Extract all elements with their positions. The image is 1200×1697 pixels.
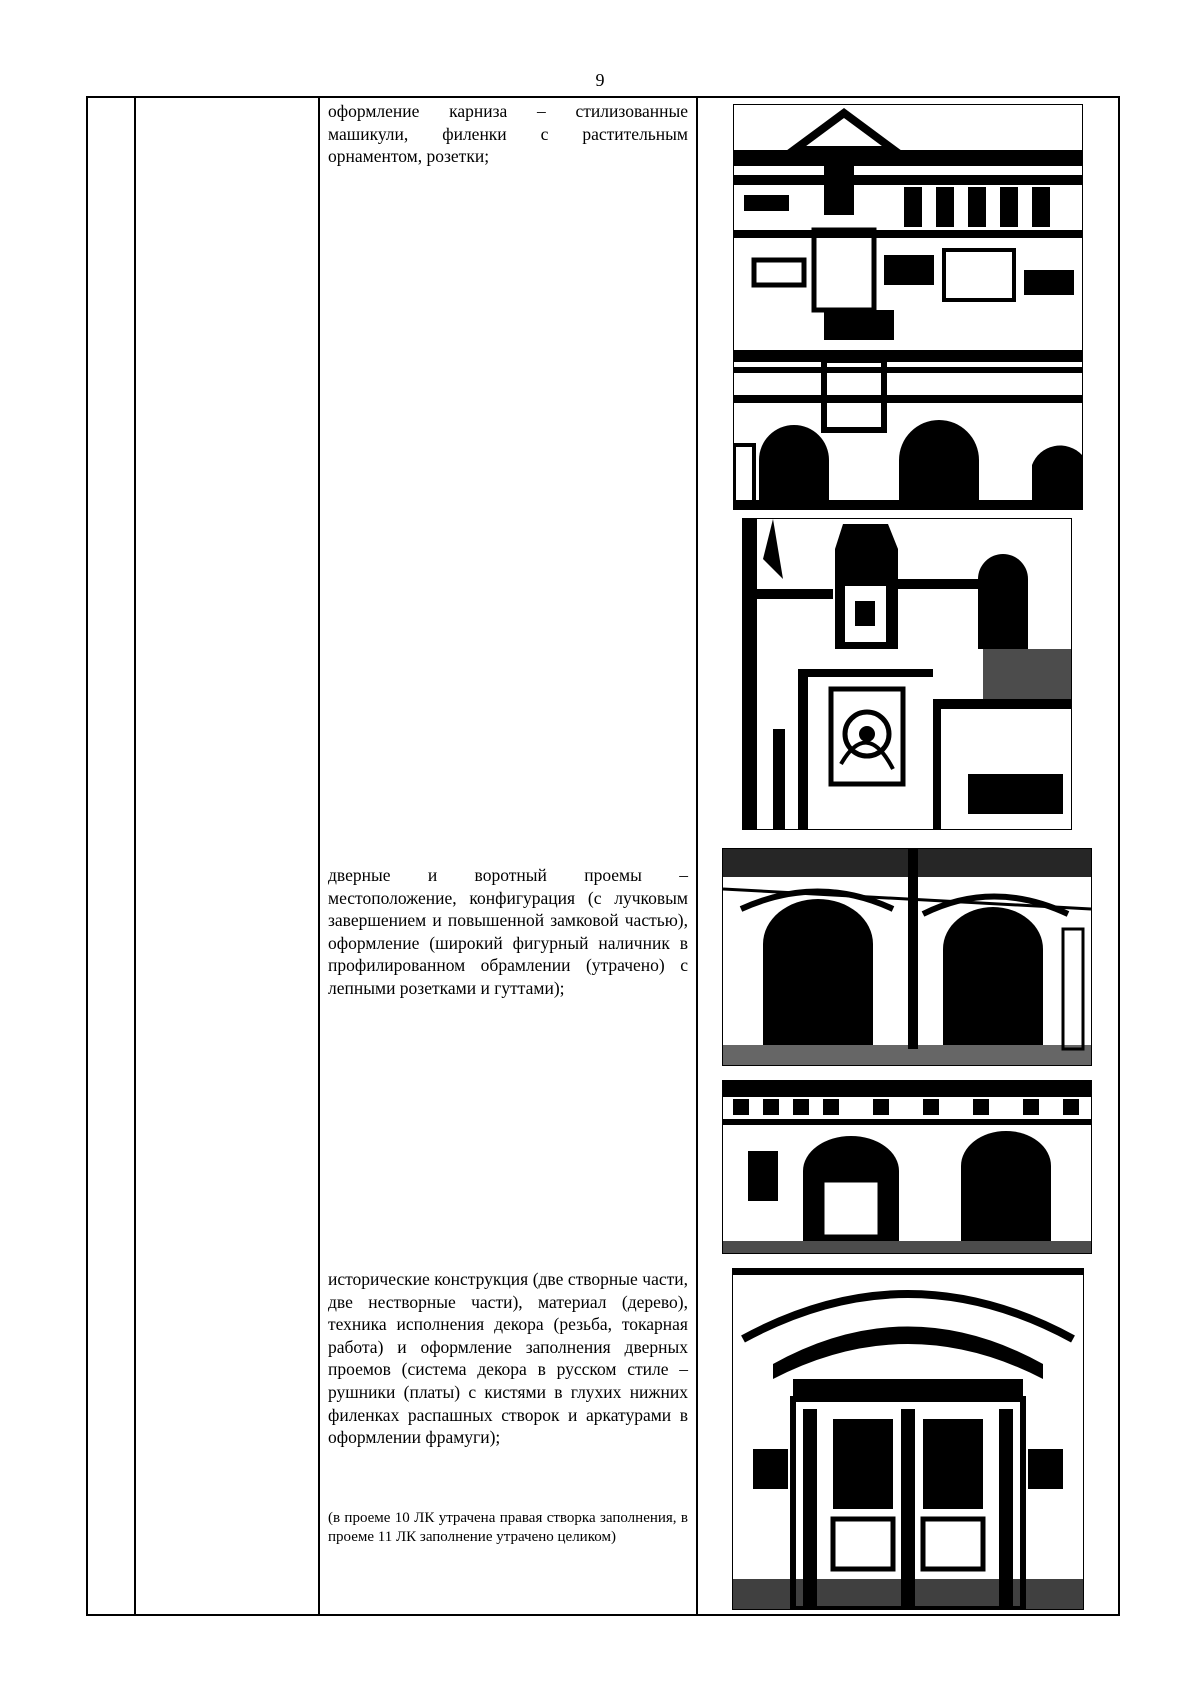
column-divider-3 [696, 98, 698, 1614]
photo-ornament-panel [742, 518, 1072, 830]
text-door-gate-openings: дверные и воротный проемы – местоположение, конфигурация (с лучковым завершением и повышенной замковой частью), оформление (широкий фигурный наличник в профилированном обрамлении (утрачено) с лепными розетками и гуттами); [328, 865, 688, 998]
photo-cornice-facade [733, 104, 1083, 510]
text-cornice-decoration: оформление карниза – стилизованные машикули, филенки с растительным орнаментом, розетки; [328, 101, 688, 167]
text-loss-note: (в проеме 10 ЛК утрачена правая створка заполнения, в проеме 11 ЛК заполнение утрачено целиком) [328, 1510, 688, 1545]
photo-door-openings-facade [722, 1080, 1092, 1254]
text-historic-door-fill: исторические конструкция (две створные части, две нестворные части), материал (дерево), техника исполнения декора (резьба, токарная работа) и оформление заполнения дверных проемов (система декора в русском стиле – рушники (платы) с кистями в глухих нижних филенках распашных створок и аркатурами в оформлении фрамуги); [328, 1269, 688, 1448]
column-divider-1 [134, 98, 136, 1614]
page-number: 9 [595, 70, 605, 90]
photo-gate-arches [722, 848, 1092, 1066]
column-divider-2 [318, 98, 320, 1614]
photo-carved-door [732, 1268, 1084, 1610]
